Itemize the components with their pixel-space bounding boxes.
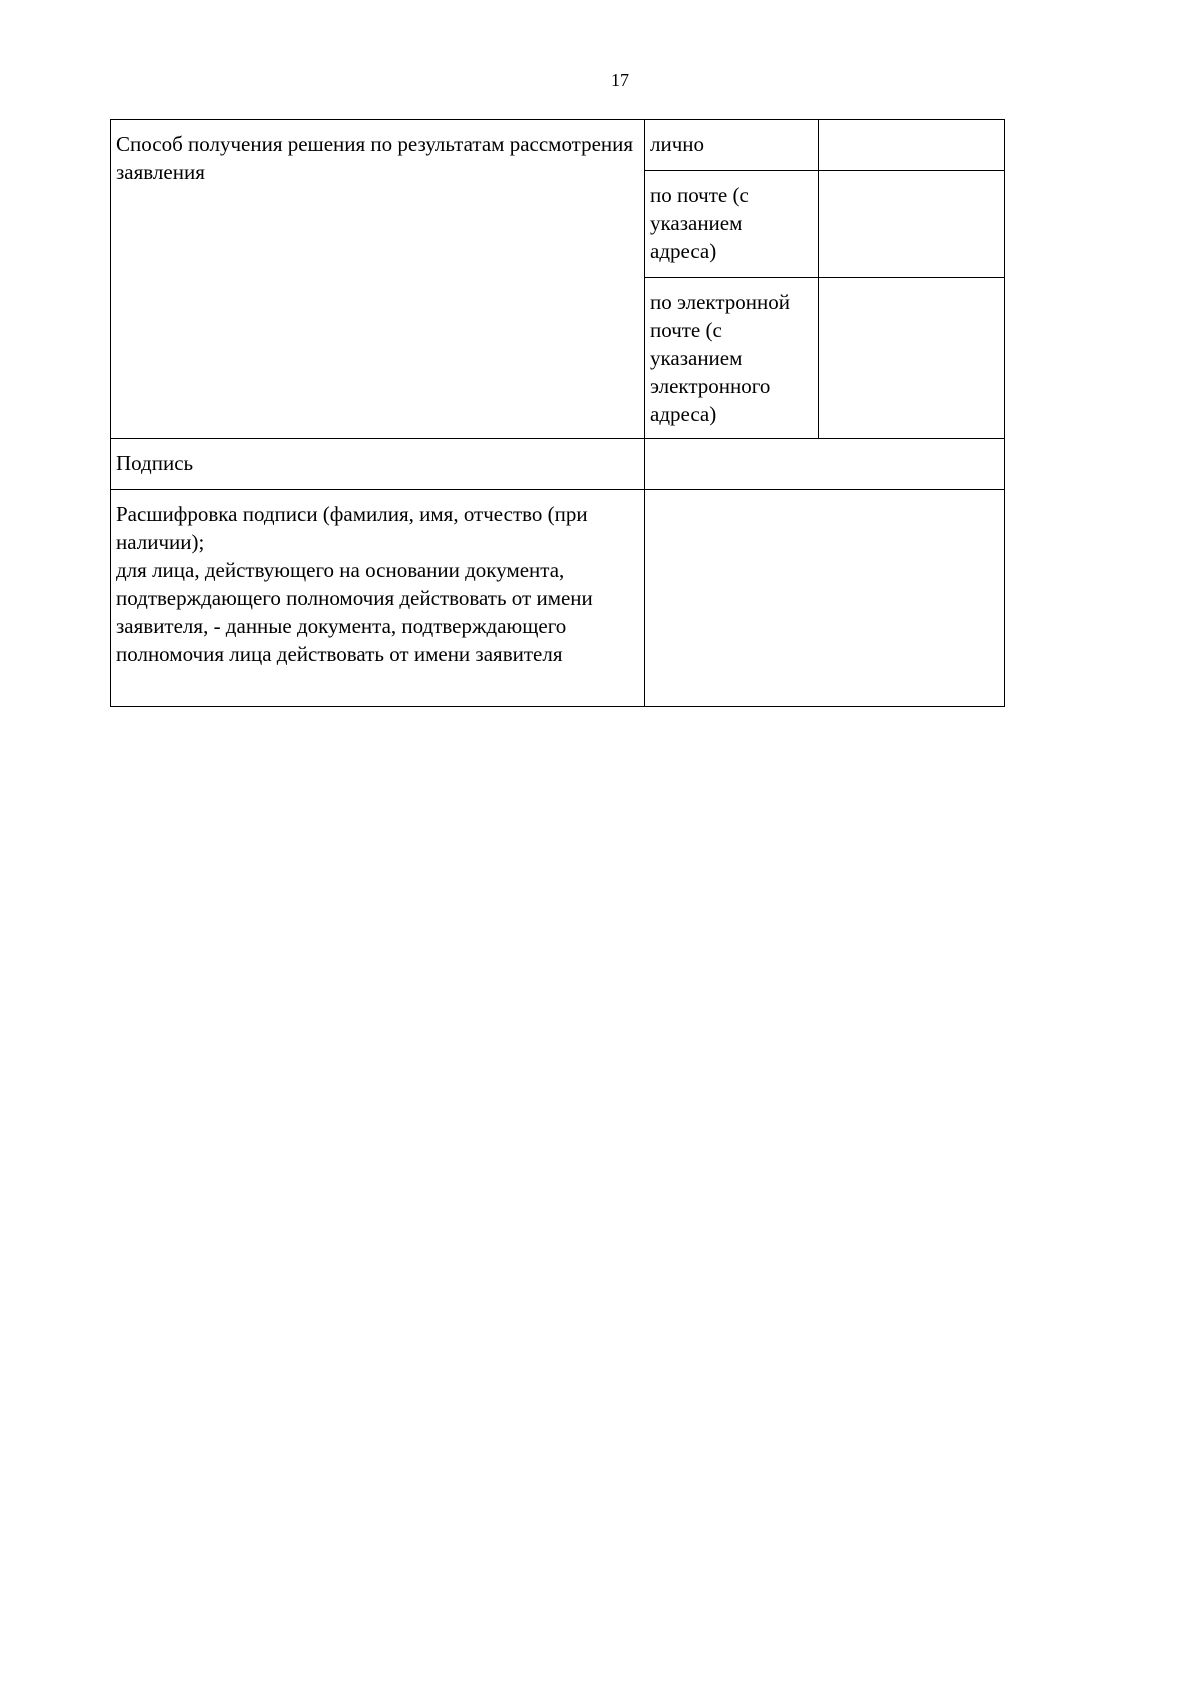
page-number: 17 — [611, 70, 629, 90]
delivery-option-email-field[interactable] — [819, 278, 1005, 439]
delivery-option-email-label: по электронной почте (с указанием электронного адреса) — [645, 278, 819, 439]
delivery-option-in-person-label: лично — [645, 120, 819, 171]
table-row — [111, 120, 1005, 171]
signature-decoding-label: Расшифровка подписи (фамилия, имя, отчество (при наличии); для лица, действующего на основании документа, подтверждающего полномочия действовать от имени заявителя, - данные документа, подтверждающего полномочия лица действовать от имени заявителя — [111, 490, 645, 707]
delivery-method-label: Способ получения решения по результатам рассмотрения заявления — [111, 120, 645, 439]
signature-label: Подпись — [111, 439, 645, 490]
delivery-option-in-person-field[interactable] — [819, 120, 1005, 171]
delivery-option-post-field[interactable] — [819, 171, 1005, 278]
table-row — [111, 490, 1005, 707]
table-row — [111, 439, 1005, 490]
signature-field[interactable] — [645, 439, 1005, 490]
application-form-table — [110, 119, 1005, 707]
signature-decoding-field[interactable] — [645, 490, 1005, 707]
delivery-option-post-label: по почте (с указанием адреса) — [645, 171, 819, 278]
